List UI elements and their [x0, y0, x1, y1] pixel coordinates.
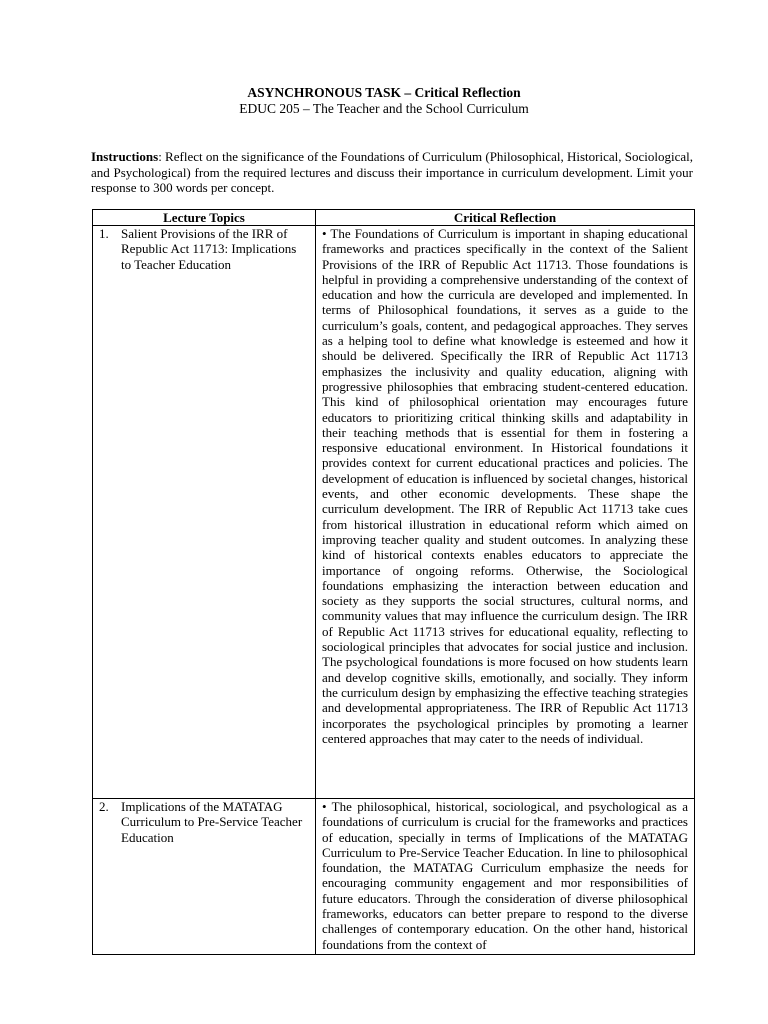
- reflection-cell: • The Foundations of Curriculum is important in shaping educational frameworks and practices specifically in the context of the Salient Provisions of the IRR of Republic Act 11713. Those foundations is helpful in providing a comprehensive understanding of the context of education and how the curricula are developed and implemented. In terms of Philosophical foundations, it serves as a guide to the curriculum’s goals, content, and pedagogical approaches. They serves as a helping tool to define what knowledge is esteemed and how it should be delivered. Specifically the IRR of Republic Act 11713 emphasizes the inclusivity and quality education, aligning with progressive philosophies that embracing student-centered education. This kind of philosophical orientation may encourages future educators to prioritizing critical thinking skills and adaptability in their teaching methods that is essential for them in fostering a responsive educational environment. In Historical foundations it provides context for current educational practices and policies. The development of education is influenced by societal changes, historical events, and other economic developments. These shape the curriculum development. The IRR of Republic Act 11713 take cues from historical illustration in educational reform which aimed on improving teacher quality and student outcomes. In analyzing these kind of historical contexts enables educators to appreciate the importance of ongoing reforms. Otherwise, the Sociological foundations emphasizing the interaction between education and society as they supports the social structures, cultural norms, and community values that may influence the curriculum design. The IRR of Republic Act 11713 strives for educational equality, reflecting to sociological principles that advocates for social justice and inclusion. The psychological foundations is more focused on how students learn and develop cognitive skills, emotionally, and socially. They inform the curriculum design by emphasizing the effective teaching strategies and developmental appropriateness. The IRR of Republic Act 11713 incorporates the psychological principles by promoting a learner centered approaches that may cater to the needs of individual.: [316, 226, 695, 799]
- topic-text: Implications of the MATATAG Curriculum to Pre-Service Teacher Education: [121, 799, 303, 845]
- topic-cell: [93, 799, 316, 955]
- header-lecture-topics: Lecture Topics: [93, 210, 316, 226]
- instructions-paragraph: [91, 149, 693, 196]
- topic-text: Salient Provisions of the IRR of Republic Act 11713: Implications to Teacher Education: [121, 226, 297, 272]
- page-subtitle: EDUC 205 – The Teacher and the School Curriculum: [239, 101, 529, 116]
- reflection-table: [92, 209, 695, 955]
- topic-number: 1.: [99, 226, 109, 241]
- topic-cell: [93, 226, 316, 799]
- page-title: ASYNCHRONOUS TASK – Critical Reflection: [247, 85, 521, 100]
- instructions-text: : Reflect on the significance of the Foundations of Curriculum (Philosophical, Historical, Sociological, and Psychological) from the required lectures and discuss their importance in curriculum development. Limit your response to 300 words per concept.: [91, 149, 693, 195]
- table-header-row: [93, 210, 695, 226]
- table-row: [93, 226, 695, 799]
- topic-number: 2.: [99, 799, 109, 814]
- header-critical-reflection: Critical Reflection: [316, 210, 695, 226]
- reflection-cell: • The philosophical, historical, sociological, and psychological as a foundations of curriculum is crucial for the frameworks and practices of education, specially in terms of Implications of the MATATAG Curriculum to Pre-Service Teacher Education. In line to philosophical foundation, the MATATAG Curriculum emphasize the needs for encouraging community engagement and mor responsibilities of future educators. Through the consideration of diverse philosophical frameworks, educators can better prepare to respond to the diverse challenges of contemporary education. On the other hand, historical foundations from the context of: [316, 799, 695, 955]
- table-row: [93, 799, 695, 955]
- instructions-label: Instructions: [91, 149, 159, 164]
- document-header: [0, 85, 768, 117]
